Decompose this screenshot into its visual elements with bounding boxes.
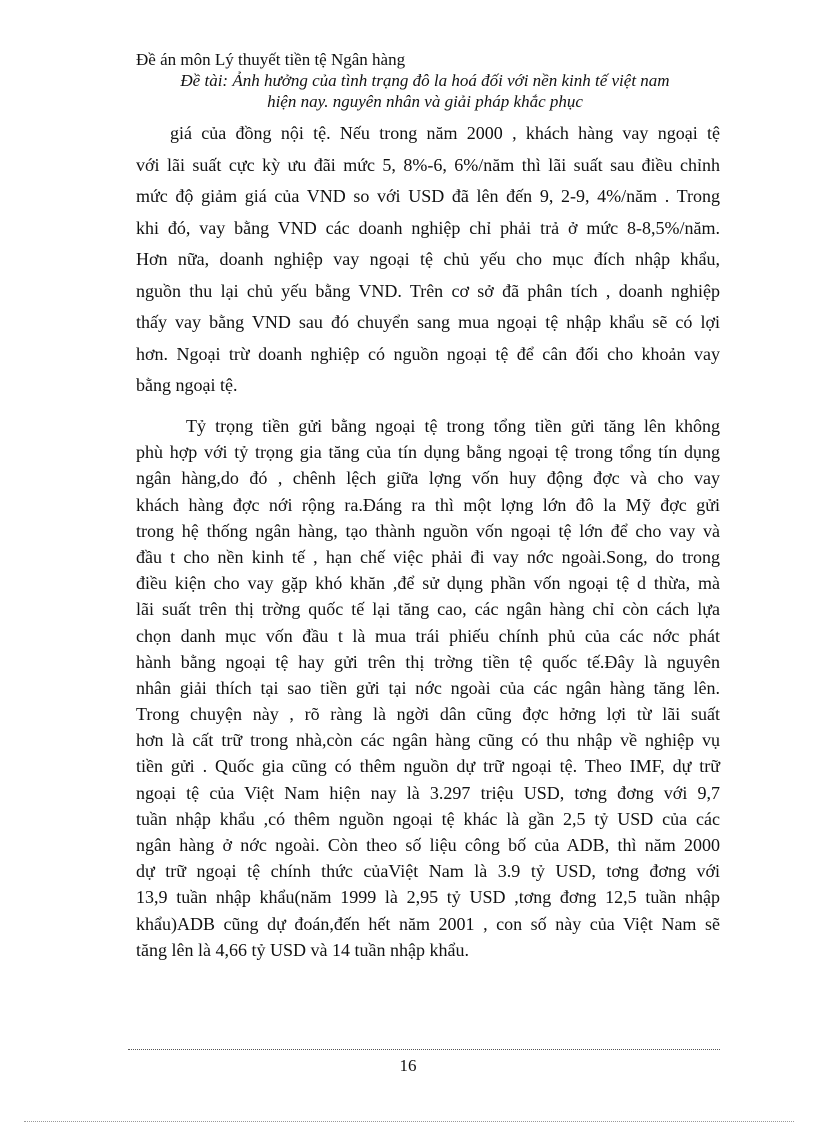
paragraph-line: giá của đồng nội tệ. Nếu trong năm 2000 , khách hàng vay ngoại tệ xyxy=(170,123,720,143)
paragraph-line: mức độ giảm giá của VND so với USD đã lên đến 9, 2-9, 4%/năm . Trong xyxy=(136,186,720,206)
paragraph-line: đầu t cho nền kinh tế , hạn chế việc phải đi vay nớc ngoài.Song, do trong xyxy=(136,546,720,567)
paragraph-line: nguồn thu lại chủ yếu bằng VND. Trên cơ sở đã phân tích , doanh nghiệp xyxy=(136,280,720,301)
paragraph-line: nhân giải thích tại sao tiền gửi tại nớc ngoài của các ngân hàng tăng lên. xyxy=(136,677,720,698)
paragraph-line: ngân hàng ở nớc ngoài. Còn theo số liệu công bố của ADB, thì năm 2000 xyxy=(136,835,720,855)
paragraph-line: điều kiện cho vay gặp khó khăn ,để sử dụng phần vốn ngoại tệ d thừa, mà xyxy=(136,573,720,594)
paragraph-line: ngân hàng,do đó , chênh lệch giữa lợng vốn huy động đợc và cho vay xyxy=(136,468,720,489)
paragraph-line: trong hệ thống ngân hàng, tạo thành nguồn vốn ngoại tệ lớn để cho vay và xyxy=(136,520,720,541)
paragraph-line: tiền gửi . Quốc gia cũng có thêm nguồn dự trữ ngoại tệ. Theo IMF, dự trữ xyxy=(136,756,720,777)
header-course-title: Đề án môn Lý thuyết tiền tệ Ngân hàng xyxy=(136,50,406,69)
paragraph-line: 13,9 tuần nhập khẩu(năm 1999 là 2,95 tỷ USD ,tơng đơng 12,5 tuần nhập xyxy=(136,887,720,908)
paragraph-line: khi đó, vay bằng VND các doanh nghiệp chỉ phải trả ở mức 8-8,5%/năm. xyxy=(136,217,720,238)
paragraph-line: Trong chuyện này , rõ ràng là ngời dân cũng đợc hởng lợi từ lãi suất xyxy=(136,704,720,725)
paragraph-line: dự trữ ngoại tệ chính thức củaViệt Nam là 3.9 tỷ USD, tơng đơng với xyxy=(136,861,720,882)
paragraph-line: với lãi suất cực kỳ ưu đãi mức 5, 8%-6, 6%/năm thì lãi suất sau điều chỉnh xyxy=(136,154,720,175)
paragraph-line: khách hàng đợc nới rộng ra.Đáng ra thì một lợng lớn đô la Mỹ đợc gửi xyxy=(136,494,720,515)
paragraph-line: tuần nhập khẩu ,có thêm nguồn ngoại tệ khác là gần 2,5 tỷ USD của các xyxy=(136,808,720,829)
paragraph-line: thấy vay bằng VND sau đó chuyển sang mua ngoại tệ nhập khẩu sẽ có lợi xyxy=(136,312,720,332)
page-bottom-divider xyxy=(24,1121,794,1122)
header-topic-line-1: Đề tài: Ảnh hưởng của tình trạng đô la hoá đối với nền kinh tế việt nam xyxy=(180,71,670,90)
paragraph-line: Hơn nữa, doanh nghiệp vay ngoại tệ chủ yếu cho mục đích nhập khẩu, xyxy=(136,249,720,269)
paragraph-line: hơn là cất trữ trong nhà,còn các ngân hàng cũng có thu nhập về nghiệp vụ xyxy=(136,730,720,751)
paragraph-line: tăng lên là 4,66 tỷ USD và 14 tuần nhập khẩu. xyxy=(136,939,469,960)
footer-divider xyxy=(128,1049,720,1050)
paragraph-2 xyxy=(136,413,720,963)
paragraph-line: hơn. Ngoại trừ doanh nghiệp có nguồn ngoại tệ để cân đối cho khoản vay xyxy=(136,343,720,364)
paragraph-line: bằng ngoại tệ. xyxy=(136,375,238,395)
paragraph-line: khẩu)ADB cũng dự đoán,đến hết năm 2001 , con số này của Việt Nam sẽ xyxy=(136,913,720,934)
paragraph-line: ngoại tệ của Việt Nam hiện nay là 3.297 triệu USD, tơng đơng với 9,7 xyxy=(136,782,720,803)
paragraph-line: Tỷ trọng tiền gửi bằng ngoại tệ trong tổng tiền gửi tăng lên không xyxy=(186,416,720,436)
page-number: 16 xyxy=(399,1056,417,1075)
paragraph-line: phù hợp với tỷ trọng gia tăng của tín dụng bằng ngoại tệ trong tổng tín dụng xyxy=(136,442,720,463)
paragraph-line: chọn danh mục vốn đầu t là mua trái phiếu chính phủ của các nớc phát xyxy=(136,625,720,646)
paragraph-line: lãi suất trên thị trờng quốc tế lại tăng cao, các ngân hàng chỉ còn cách lựa xyxy=(136,599,720,620)
paragraph-line: hành bằng ngoại tệ hay gửi trên thị trờng tiền tệ quốc tế.Đây là nguyên xyxy=(136,651,720,672)
header-topic-line-2: hiện nay. nguyên nhân và giải pháp khắc phục xyxy=(267,92,583,111)
paragraph-1 xyxy=(136,118,720,402)
